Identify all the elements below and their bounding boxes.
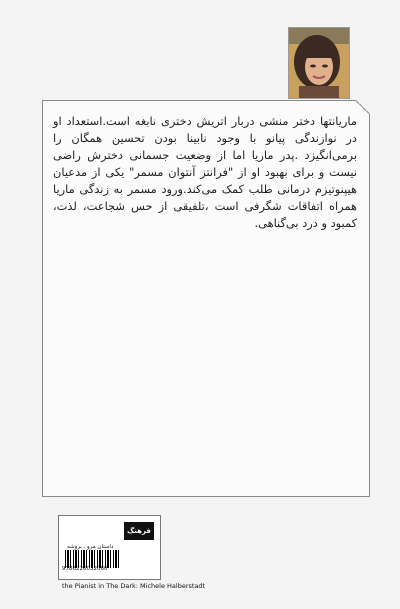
isbn-number: 9786226032080	[62, 566, 108, 572]
summary-box	[42, 100, 370, 497]
publisher-logo: فرهنگ	[124, 522, 154, 540]
series-label: داستان مرو . بروشه	[67, 544, 114, 550]
barcode-panel	[58, 515, 161, 580]
english-title-credit: the Pianist in The Dark: Michele Halberstadt	[62, 582, 206, 590]
author-photo	[288, 27, 350, 99]
book-summary: ماریانتها دختر منشی دربار اتریش دختری نابغه است.استعداد او در نوازندگی پیانو با وجود نابینا بودن تحسین همگان را برمی‌انگیزد .پدر ماریا اما از وضعیت جسمانی دخترش راضی نیست و برای بهبود او از "فرانتز آنتوان مسمر" یکی از مدعیان هیپنوتیزم درمانی طلب کمک می‌کند.ورود مسمر به زندگی ماریا همراه اتفاقات شگرفی است ،تلفیقی از حس شجاعت، لذت، کمبود و درد بی‌گناهی.	[53, 114, 357, 230]
